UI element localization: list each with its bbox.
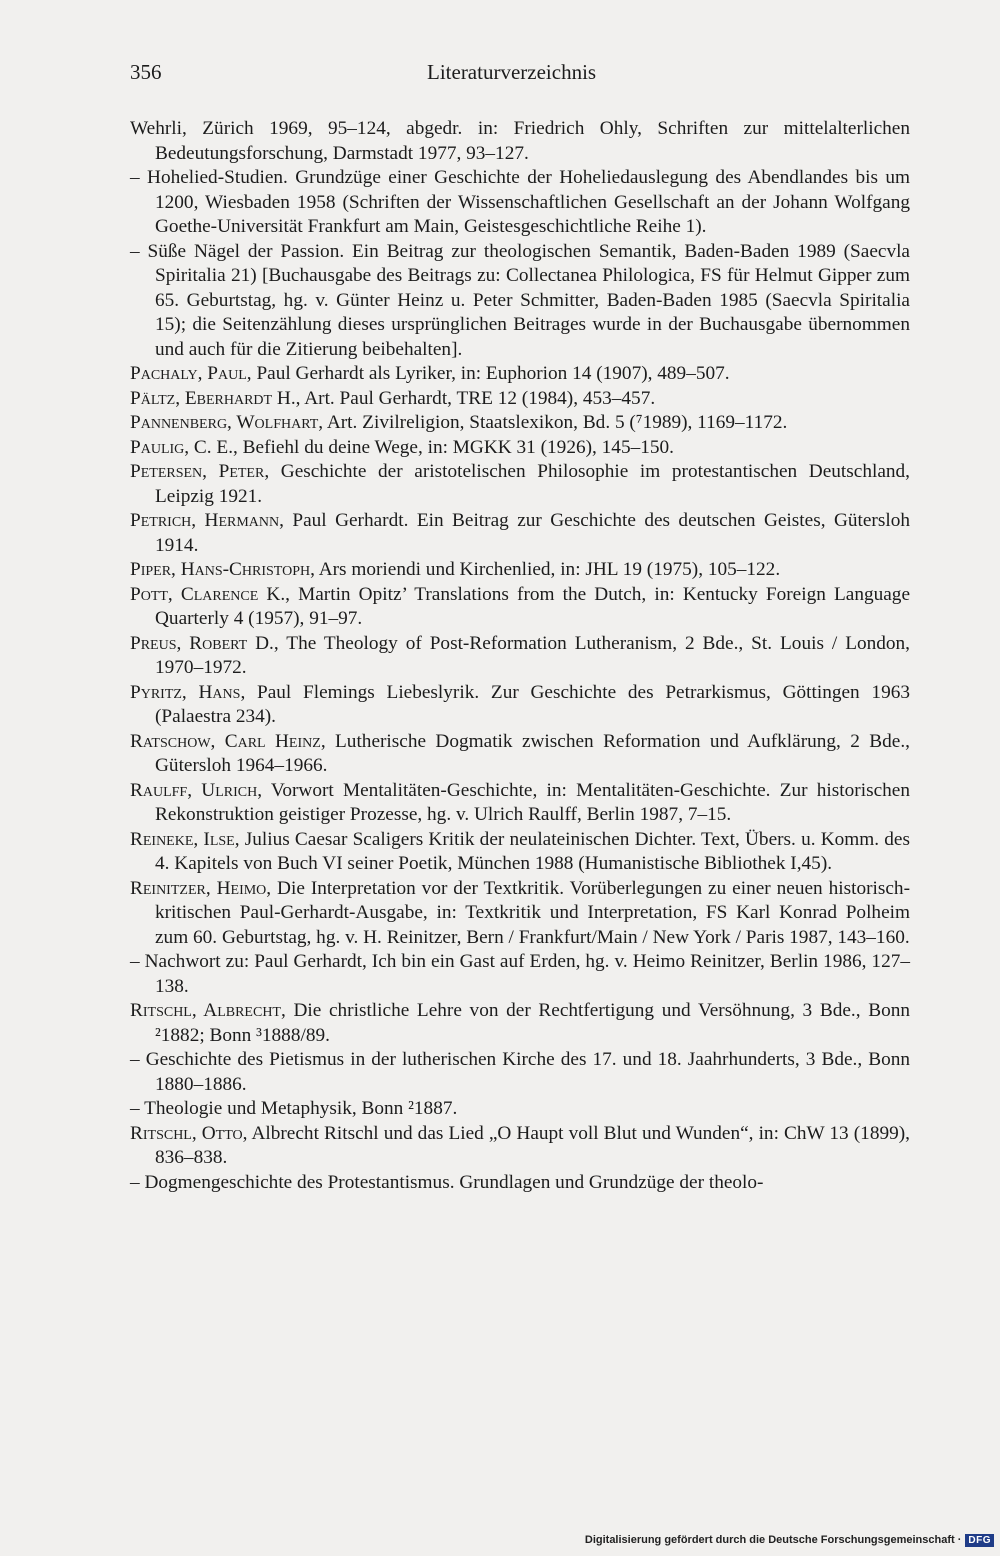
entry-text: , Die Interpretation vor der Textkritik. Vorüberlegungen zu einer neuen historisch-kritischen Paul-Gerhardt-Ausgabe, in: Textkritik und Interpretation, FS Karl Konrad Polheim zum 60. Geburtstag, hg. v. H. Reinitzer, Bern / Frankfurt/Main / New York / Paris 1987, 143–160. <box>155 877 910 948</box>
bibliography-entry <box>130 828 910 877</box>
entry-text: , Vorwort Mentalitäten-Geschichte, in: Mentalitäten-Geschichte. Zur historischen Rekonstruktion geistiger Prozesse, hg. v. Ulrich Raulff, Berlin 1987, 7–15. <box>155 779 910 825</box>
bibliography-entry <box>130 730 910 779</box>
author-name: Preus, Robert <box>130 632 248 654</box>
bibliography-entry <box>130 1171 910 1196</box>
bibliography-list <box>130 117 910 1195</box>
bibliography-entry <box>130 1097 910 1122</box>
entry-text: , Die christliche Lehre von der Rechtfertigung und Versöhnung, 3 Bde., Bonn ²1882; Bonn ³1888/89. <box>155 1000 911 1046</box>
entry-text: , Art. Zivilreligion, Staatslexikon, Bd. 5 (⁷1989), 1169–1172. <box>318 412 788 433</box>
bibliography-entry <box>130 411 910 436</box>
entry-text: , Ars moriendi und Kirchenlied, in: JHL 19 (1975), 105–122. <box>310 559 781 580</box>
digitization-credit <box>585 1530 994 1550</box>
entry-text: C. E., Befiehl du deine Wege, in: MGKK 31 (1926), 145–150. <box>189 436 674 458</box>
author-name: Petersen, Peter <box>130 461 265 482</box>
page-header <box>130 60 910 90</box>
author-name: Reineke, Ilse <box>130 828 235 850</box>
author-name: Pannenberg, Wolfhart <box>130 412 319 433</box>
bibliography-entry <box>130 558 910 583</box>
bibliography-entry <box>130 387 910 412</box>
entry-text: – Hohelied-Studien. Grundzüge einer Geschichte der Hoheliedauslegung des Abendlandes bis um 1200, Wiesbaden 1958 (Schriften der Wissenschaftlichen Gesellschaft an der Johann Wolfgang Goethe-Universität Frankfurt am Main, Geistesgeschichtliche Reihe 1). <box>130 167 910 237</box>
bibliography-entry <box>130 509 910 558</box>
author-name: Ratschow, Carl Heinz <box>130 730 321 752</box>
entry-text: , Geschichte der aristotelischen Philosophie im protestantischen Deutschland, Leipzig 1921. <box>155 461 910 507</box>
entry-text: , Paul Gerhardt. Ein Beitrag zur Geschichte des deutschen Geistes, Gütersloh 1914. <box>155 510 910 556</box>
bibliography-entry <box>130 1048 910 1097</box>
entry-text: , Paul Gerhardt als Lyriker, in: Euphorion 14 (1907), 489–507. <box>246 363 730 384</box>
bibliography-entry <box>130 436 910 461</box>
running-title: Literaturverzeichnis <box>427 60 597 84</box>
entry-text: D., The Theology of Post-Reformation Lutheranism, 2 Bde., St. Louis / London, 1970–1972. <box>155 632 910 678</box>
author-name: Piper, Hans-Christoph <box>130 559 311 580</box>
entry-text: , Paul Flemings Liebeslyrik. Zur Geschichte des Petrarkismus, Göttingen 1963 (Palaestra 234). <box>155 681 910 727</box>
entry-text: Wehrli, Zürich 1969, 95–124, abgedr. in: Friedrich Ohly, Schriften zur mittelalterlichen Bedeutungsforschung, Darmstadt 1977, 93–127. <box>130 118 910 164</box>
bibliography-entry <box>130 117 910 166</box>
entry-text: , Lutherische Dogmatik zwischen Reformation und Aufklärung, 2 Bde., Gütersloh 1964–1966. <box>155 730 911 776</box>
entry-text: K., Martin Opitz’ Translations from the Dutch, in: Kentucky Foreign Language Quarterly 4 (1957), 91–97. <box>155 583 910 629</box>
author-name: Pältz, Eberhardt <box>130 387 273 409</box>
entry-text: , Julius Caesar Scaligers Kritik der neulateinischen Dichter. Text, Übers. u. Komm. des 4. Kapitels von Buch VI seiner Poetik, München 1988 (Humanistische Bibliothek I,45). <box>155 828 910 874</box>
credit-text: Digitalisierung gefördert durch die Deutsche Forschungsgemeinschaft · <box>584 1534 962 1546</box>
bibliography-entry <box>130 681 910 730</box>
author-name: Pott, Clarence <box>130 583 259 605</box>
bibliography-entry <box>130 999 910 1048</box>
author-name: Paulig, <box>130 436 190 458</box>
bibliography-entry <box>130 583 910 632</box>
bibliography-entry <box>130 632 910 681</box>
author-name: Petrich, Hermann <box>130 510 280 531</box>
entry-text: – Geschichte des Pietismus in der lutherischen Kirche des 17. und 18. Jaahrhunderts, 3 Bde., Bonn 1880–1886. <box>130 1049 910 1095</box>
bibliography-entry <box>130 950 910 999</box>
author-name: Raulff, Ulrich <box>130 779 258 801</box>
bibliography-entry <box>130 1122 910 1171</box>
page-number: 356 <box>130 60 162 84</box>
entry-text: H., Art. Paul Gerhardt, TRE 12 (1984), 453–457. <box>272 387 656 409</box>
bibliography-entry <box>130 362 910 387</box>
author-name: Reinitzer, Heimo <box>130 877 267 899</box>
bibliography-entry <box>130 779 910 828</box>
bibliography-entry <box>130 877 910 951</box>
entry-text: – Theologie und Metaphysik, Bonn ²1887. <box>130 1098 458 1119</box>
entry-text: – Dogmengeschichte des Protestantismus. Grundlagen und Grundzüge der theolo- <box>130 1171 764 1193</box>
author-name: Ritschl, Otto <box>130 1122 243 1144</box>
bibliography-entry <box>130 166 910 240</box>
entry-text: – Süße Nägel der Passion. Ein Beitrag zur theologischen Semantik, Baden-Baden 1989 (Saecvla Spiritalia 21) [Buchausgabe des Beitrags zu: Collectanea Philologica, FS für Helmut Gipper zum 65. Geburtstag, hg. v. Günter Heinz u. Peter Schmitter, Baden-Baden 1985 (Saecvla Spiritalia 15); die Seitenzählung dieses ursprünglichen Beitrages wurde in der Buchausgabe übernommen und auch für die Zitierung beibehalten]. <box>130 240 910 360</box>
bibliography-entry <box>130 460 910 509</box>
author-name: Pyritz, Hans <box>130 681 241 703</box>
entry-text: , Albrecht Ritschl und das Lied „O Haupt voll Blut und Wunden“, in: ChW 13 (1899), 836–838. <box>155 1122 910 1168</box>
author-name: Pachaly, Paul <box>130 363 247 384</box>
bibliography-entry <box>130 240 910 363</box>
dfg-logo: DFG <box>965 1534 994 1547</box>
author-name: Ritschl, Albrecht <box>130 1000 281 1021</box>
entry-text: – Nachwort zu: Paul Gerhardt, Ich bin ein Gast auf Erden, hg. v. Heimo Reinitzer, Berlin 1986, 127–138. <box>130 951 910 997</box>
